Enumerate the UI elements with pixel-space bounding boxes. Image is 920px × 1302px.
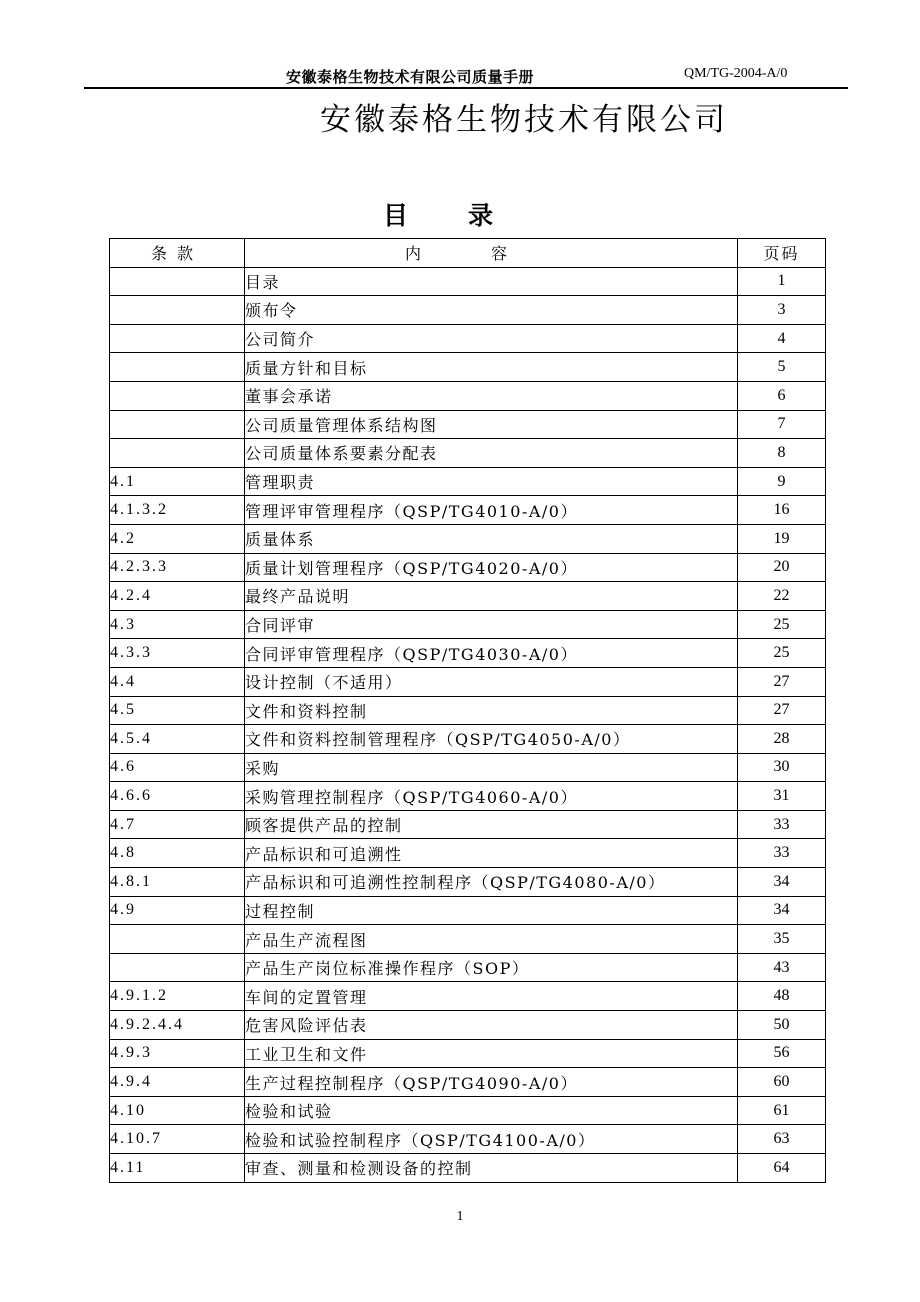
toc-clause-cell [110,324,245,353]
toc-clause-cell: 4.10 [110,1096,245,1125]
toc-clause-cell: 4.1.3.2 [110,496,245,525]
toc-clause-cell: 4.9.1.2 [110,982,245,1011]
toc-clause-cell: 4.6.6 [110,782,245,811]
toc-page-cell: 22 [738,582,826,611]
toc-row [110,1011,826,1040]
toc-clause-cell: 4.5.4 [110,725,245,754]
toc-row [110,696,826,725]
toc-content-cell: 检验和试验控制程序（QSP/TG4100-A/0） [245,1125,738,1154]
toc-clause-cell [110,353,245,382]
toc-page-cell: 25 [738,639,826,668]
company-title: 安徽泰格生物技术有限公司 [320,102,728,138]
toc-clause-cell [110,925,245,954]
toc-clause-cell: 4.8 [110,839,245,868]
toc-page-cell: 16 [738,496,826,525]
toc-content-cell: 公司质量管理体系结构图 [245,410,738,439]
toc-row [110,467,826,496]
toc-clause-cell: 4.11 [110,1154,245,1183]
toc-clause-cell: 4.4 [110,667,245,696]
toc-content-cell: 审查、测量和检测设备的控制 [245,1154,738,1183]
toc-content-cell: 设计控制（不适用） [245,667,738,696]
toc-page-cell: 6 [738,381,826,410]
toc-page-cell: 64 [738,1154,826,1183]
toc-row [110,381,826,410]
toc-page-cell: 33 [738,810,826,839]
toc-row [110,496,826,525]
toc-page-cell: 7 [738,410,826,439]
toc-clause-cell [110,410,245,439]
toc-clause-cell: 4.9.4 [110,1068,245,1097]
toc-content-cell: 合同评审 [245,610,738,639]
toc-page-cell: 28 [738,725,826,754]
toc-content-cell: 最终产品说明 [245,582,738,611]
toc-content-cell: 产品标识和可追溯性 [245,839,738,868]
toc-header-row [110,239,826,268]
footer-page-number: 1 [456,1209,464,1224]
toc-content-cell: 公司简介 [245,324,738,353]
toc-page-cell: 19 [738,524,826,553]
toc-row [110,868,826,897]
toc-content-cell: 董事会承诺 [245,381,738,410]
toc-page-cell: 1 [738,267,826,296]
toc-clause-cell [110,439,245,468]
toc-row [110,896,826,925]
toc-row [110,582,826,611]
toc-page-cell: 30 [738,753,826,782]
toc-row [110,410,826,439]
toc-content-cell: 产品生产流程图 [245,925,738,954]
toc-clause-cell: 4.2.3.3 [110,553,245,582]
toc-clause-cell: 4.8.1 [110,868,245,897]
toc-content-cell: 工业卫生和文件 [245,1039,738,1068]
toc-page-cell: 9 [738,467,826,496]
toc-table [109,238,826,1183]
toc-content-cell: 采购管理控制程序（QSP/TG4060-A/0） [245,782,738,811]
toc-page-cell: 34 [738,868,826,897]
toc-row [110,810,826,839]
toc-row [110,267,826,296]
toc-row [110,639,826,668]
toc-clause-cell: 4.9 [110,896,245,925]
toc-page-cell: 43 [738,953,826,982]
toc-row [110,610,826,639]
toc-content-cell: 车间的定置管理 [245,982,738,1011]
toc-row [110,524,826,553]
header-doc-code: QM/TG-2004-A/0 [684,66,788,81]
toc-row [110,982,826,1011]
toc-content-cell: 生产过程控制程序（QSP/TG4090-A/0） [245,1068,738,1097]
toc-content-cell: 管理职责 [245,467,738,496]
toc-content-cell: 文件和资料控制 [245,696,738,725]
toc-page-cell: 35 [738,925,826,954]
toc-page-cell: 61 [738,1096,826,1125]
toc-row [110,324,826,353]
toc-page-cell: 4 [738,324,826,353]
toc-content-cell: 颁布令 [245,296,738,325]
toc-clause-cell [110,267,245,296]
toc-row [110,725,826,754]
header-clause: 条款 [110,239,245,268]
toc-body [110,267,826,1182]
toc-page-cell: 31 [738,782,826,811]
toc-row [110,753,826,782]
toc-page-cell: 33 [738,839,826,868]
toc-content-cell: 危害风险评估表 [245,1011,738,1040]
toc-page-cell: 8 [738,439,826,468]
toc-row [110,1096,826,1125]
toc-content-cell: 采购 [245,753,738,782]
toc-page-cell: 50 [738,1011,826,1040]
toc-clause-cell: 4.2 [110,524,245,553]
toc-content-cell: 质量体系 [245,524,738,553]
toc-content-cell: 检验和试验 [245,1096,738,1125]
header-title: 安徽泰格生物技术有限公司质量手册 [286,68,535,86]
toc-clause-cell: 4.6 [110,753,245,782]
toc-row [110,1154,826,1183]
header-content: 内容 [245,239,738,268]
toc-row [110,782,826,811]
toc-content-cell: 公司质量体系要素分配表 [245,439,738,468]
toc-page-cell: 63 [738,1125,826,1154]
header-divider [84,87,848,89]
toc-content-cell: 管理评审管理程序（QSP/TG4010-A/0） [245,496,738,525]
toc-row [110,353,826,382]
toc-clause-cell: 4.3.3 [110,639,245,668]
toc-content-cell: 合同评审管理程序（QSP/TG4030-A/0） [245,639,738,668]
toc-row [110,1068,826,1097]
toc-content-cell: 顾客提供产品的控制 [245,810,738,839]
toc-row [110,667,826,696]
page-header [0,66,920,88]
toc-page-cell: 34 [738,896,826,925]
toc-page-cell: 3 [738,296,826,325]
toc-clause-cell: 4.10.7 [110,1125,245,1154]
toc-row [110,1039,826,1068]
toc-clause-cell: 4.9.2.4.4 [110,1011,245,1040]
toc-row [110,953,826,982]
toc-content-cell: 目录 [245,267,738,296]
toc-row [110,925,826,954]
toc-content-cell: 产品标识和可追溯性控制程序（QSP/TG4080-A/0） [245,868,738,897]
toc-clause-cell [110,953,245,982]
toc-title: 目录 [382,201,553,230]
toc-page-cell: 56 [738,1039,826,1068]
toc-page-cell: 5 [738,353,826,382]
toc-clause-cell: 4.5 [110,696,245,725]
toc-content-cell: 质量方针和目标 [245,353,738,382]
toc-page-cell: 27 [738,667,826,696]
toc-row [110,439,826,468]
toc-content-cell: 产品生产岗位标准操作程序（SOP） [245,953,738,982]
toc-clause-cell: 4.9.3 [110,1039,245,1068]
toc-clause-cell [110,381,245,410]
header-page: 页码 [738,239,826,268]
toc-page-cell: 20 [738,553,826,582]
toc-content-cell: 过程控制 [245,896,738,925]
toc-clause-cell [110,296,245,325]
toc-page-cell: 27 [738,696,826,725]
toc-page-cell: 25 [738,610,826,639]
toc-content-cell: 质量计划管理程序（QSP/TG4020-A/0） [245,553,738,582]
toc-clause-cell: 4.1 [110,467,245,496]
toc-page-cell: 60 [738,1068,826,1097]
toc-clause-cell: 4.2.4 [110,582,245,611]
toc-clause-cell: 4.3 [110,610,245,639]
toc-page-cell: 48 [738,982,826,1011]
toc-content-cell: 文件和资料控制管理程序（QSP/TG4050-A/0） [245,725,738,754]
toc-row [110,296,826,325]
toc-row [110,839,826,868]
toc-row [110,1125,826,1154]
toc-row [110,553,826,582]
toc-clause-cell: 4.7 [110,810,245,839]
